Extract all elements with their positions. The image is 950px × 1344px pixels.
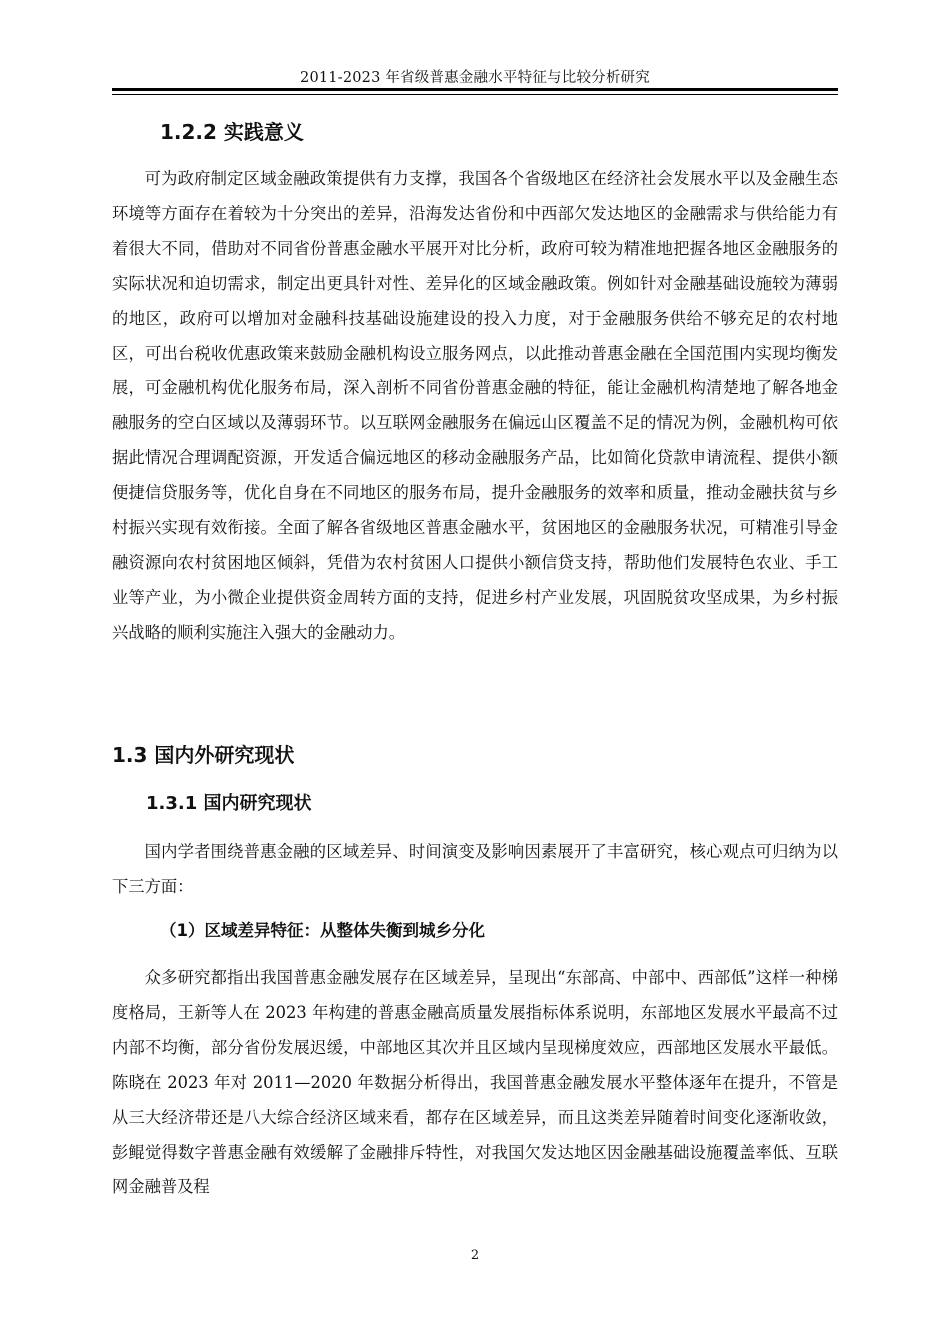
section-heading-1-2-2: 1.2.2 实践意义 <box>160 120 304 144</box>
subsection-heading-regional-differences: （1）区域差异特征：从整体失衡到城乡分化 <box>160 921 485 940</box>
section-heading-1-3-1: 1.3.1 国内研究现状 <box>146 793 312 814</box>
header-rule-thick <box>112 88 838 91</box>
paragraph-practical-significance: 可为政府制定区域金融政策提供有力支撑，我国各个省级地区在经济社会发展水平以及金融生态环境等方面存在着较为十分突出的差异，沿海发达省份和中西部欠发达地区的金融需求与供给能力有着很大不同，借助对不同省份普惠金融水平展开对比分析，政府可较为精准地把握各地区金融服务的实际状况和迫切需求，制定出更具针对性、差异化的区域金融政策。例如针对金融基础设施较为薄弱的地区，政府可以增加对金融科技基础设施建设的投入力度，对于金融服务供给不够充足的农村地区，可出台税收优惠政策来鼓励金融机构设立服务网点，以此推动普惠金融在全国范围内实现均衡发展，可金融机构优化服务布局，深入剖析不同省份普惠金融的特征，能让金融机构清楚地了解各地金融服务的空白区域以及薄弱环节。以互联网金融服务在偏远山区覆盖不足的情况为例，金融机构可依据此情况合理调配资源，开发适合偏远地区的移动金融服务产品，比如简化贷款申请流程、提供小额便捷信贷服务等，优化自身在不同地区的服务布局，提升金融服务的效率和质量，推动金融扶贫与乡村振兴实现有效衔接。全面了解各省级地区普惠金融水平，贫困地区的金融服务状况，可精准引导金融资源向农村贫困地区倾斜，凭借为农村贫困人口提供小额信贷支持，帮助他们发展特色农业、手工业等产业，为小微企业提供资金周转方面的支持，促进乡村产业发展，巩固脱贫攻坚成果，为乡村振兴战略的顺利实施注入强大的金融动力。 <box>112 169 838 642</box>
paragraph-regional-differences: 众多研究都指出我国普惠金融发展存在区域差异，呈现出“东部高、中部中、西部低”这样一种梯度格局，王新等人在 2023 年构建的普惠金融高质量发展指标体系说明，东部地区发展水平最高不过内部不均衡，部分省份发展迟缓，中部地区其次并且区域内呈现梯度效应，西部地区发展水平最低。陈晓在 2023 年对 2011—2020 年数据分析得出，我国普惠金融发展水平整体逐年在提升，不管是从三大经济带还是八大综合经济区域来看，都存在区域差异，而且这类差异随着时间变化逐渐收敛，彭鲲觉得数字普惠金融有效缓解了金融排斥特性，对我国欠发达地区因金融基础设施覆盖率低、互联网金融普及程 <box>112 968 838 1197</box>
page-number: 2 <box>470 1248 480 1263</box>
section-heading-1-3: 1.3 国内外研究现状 <box>112 743 295 767</box>
paragraph-domestic-research-intro: 国内学者围绕普惠金融的区域差异、时间演变及影响因素展开了丰富研究，核心观点可归纳为以下三方面： <box>112 842 838 896</box>
running-header: 2011-2023 年省级普惠金融水平特征与比较分析研究 <box>300 70 650 86</box>
header-rule-thin <box>112 94 838 95</box>
